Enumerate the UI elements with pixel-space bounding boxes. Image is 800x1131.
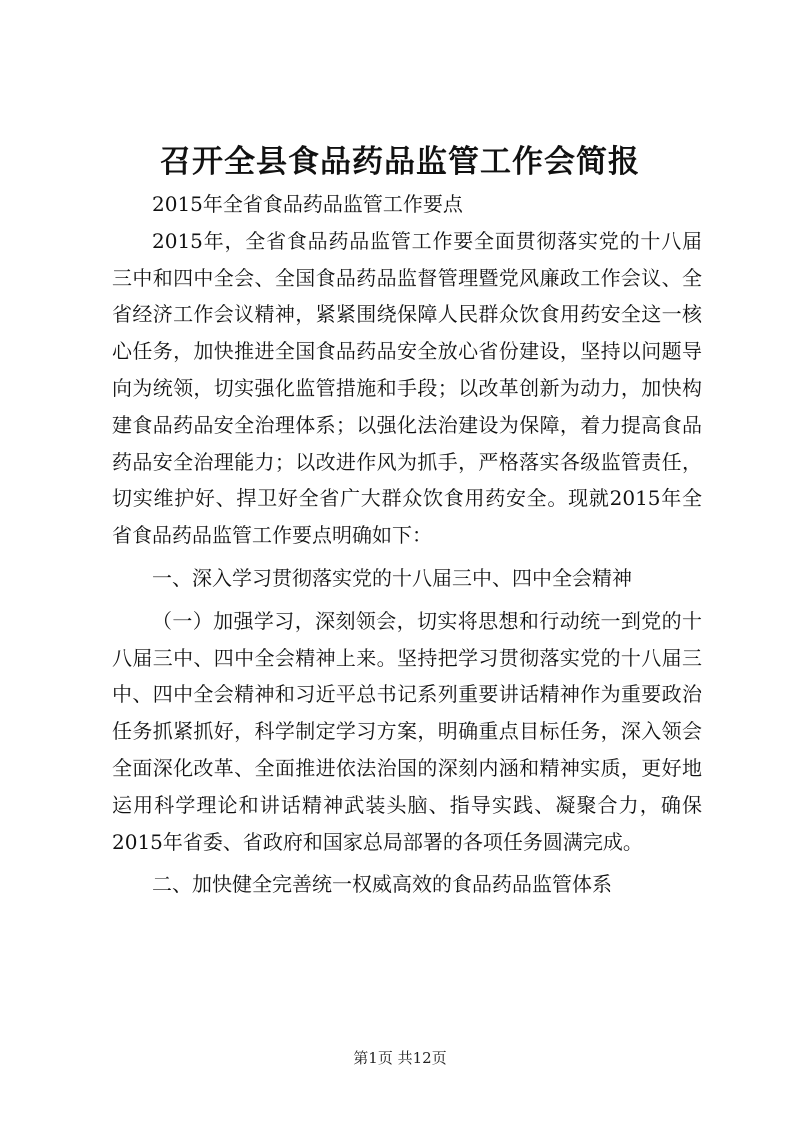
body-paragraph: （一）加强学习，深刻领会，切实将思想和行动统一到党的十八届三中、四中全会精神上来。坚持把学习贯彻落实党的十八届三中、四中全会精神和习近平总书记系列重要讲话精神作为重要政治任务抓紧抓好，科学制定学习方案，明确重点目标任务，深入领会全面深化改革、全面推进依法治国的深刻内涵和精神实质，更好地运用科学理论和讲话精神武装头脑、指导实践、凝聚合力，确保2015年省委、省政府和国家总局部署的各项任务圆满完成。	[112, 608, 702, 854]
page-number: 第1页 共12页	[353, 1049, 447, 1067]
intro-paragraph: 2015年，全省食品药品监管工作要全面贯彻落实党的十八届三中和四中全会、全国食品药品监督管理暨党风廉政工作会议、全省经济工作会议精神，紧紧围绕保障人民群众饮食用药安全这一核心任务，加快推进全国食品药品安全放心省份建设，坚持以问题导向为统领，切实强化监管措施和手段；以改革创新为动力，加快构建食品药品安全治理体系；以强化法治建设为保障，着力提高食品药品安全治理能力；以改进作风为抓手，严格落实各级监管责任，切实维护好、捍卫好全省广大群众饮食用药安全。现就2015年全省食品药品监管工作要点明确如下：	[112, 228, 702, 548]
document-title: 召开全县食品药品监管工作会简报	[160, 144, 640, 180]
document-body	[112, 186, 702, 903]
section-heading: 二、加快健全完善统一权威高效的食品药品监管体系	[152, 872, 612, 897]
section-heading: 一、深入学习贯彻落实党的十八届三中、四中全会精神	[152, 565, 632, 590]
section-heading: 2015年全省食品药品监管工作要点	[152, 192, 463, 216]
